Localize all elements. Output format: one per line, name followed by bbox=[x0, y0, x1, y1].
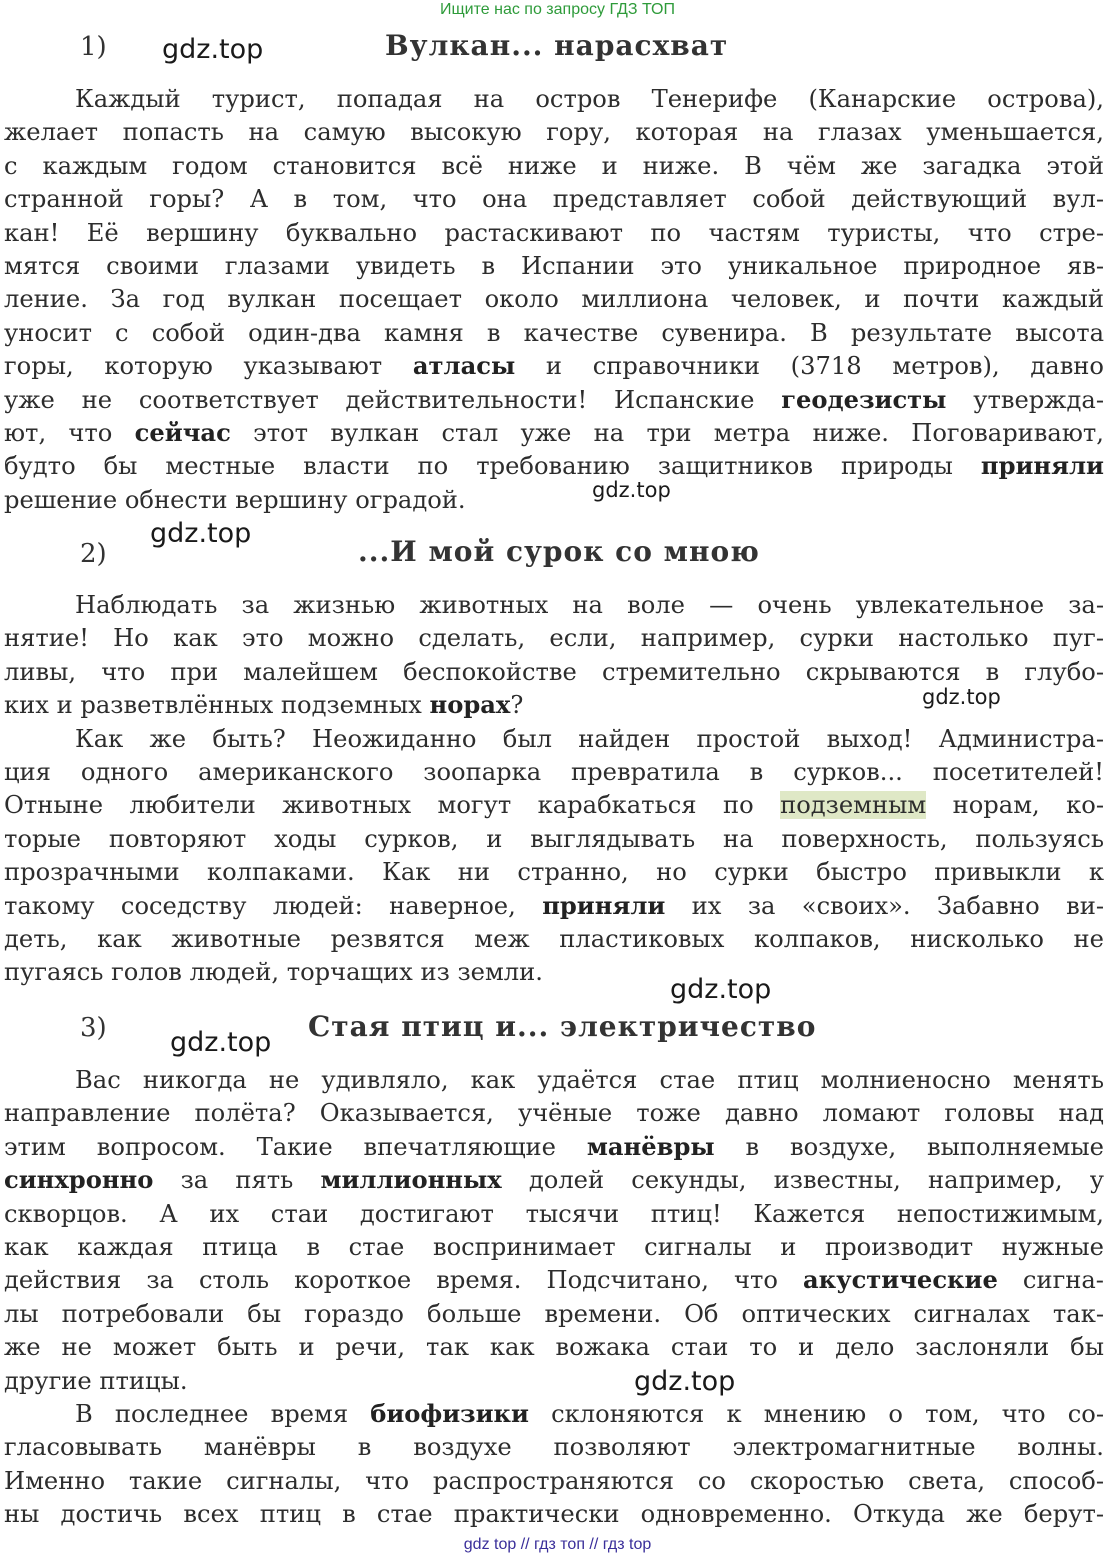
section-title: Стая птиц и... электричество bbox=[308, 1010, 817, 1043]
footer-watermark: gdz top // гдз топ // гдз top bbox=[463, 1536, 652, 1553]
watermark-text: gdz.top bbox=[170, 1027, 272, 1058]
paragraph-line: решение обнести вершину оградой. bbox=[4, 486, 466, 514]
paragraph-line: прозрачными колпаками. Как ни странно, но сурки быстро привыкли к bbox=[4, 858, 1104, 886]
bold-term: приняли bbox=[542, 891, 666, 920]
bold-term: атласы bbox=[412, 351, 516, 380]
paragraph-line: действия за столь короткое время. Подсчитано, что акустические сигна- bbox=[4, 1265, 1104, 1294]
paragraph-line: такому соседству людей: наверное, приняли их за «своих». Забавно ви- bbox=[4, 891, 1104, 920]
paragraph-line: горы, которую указывают атласы и справочники (3718 метров), давно bbox=[4, 351, 1104, 380]
paragraph-line: ких и разветвлённых подземных норах? bbox=[4, 690, 524, 719]
section-title: ...И мой сурок со мною bbox=[358, 535, 760, 568]
paragraph-line: уносит с собой один-два камня в качестве сувенира. В результате высота bbox=[4, 319, 1104, 347]
bold-term: биофизики bbox=[370, 1399, 529, 1428]
top-banner: Ищите нас по запросу ГДЗ ТОП bbox=[440, 1, 675, 18]
paragraph-line: Каждый турист, попадая на остров Тенерифе (Канарские острова), bbox=[75, 85, 1104, 113]
section-number: 2) bbox=[80, 539, 107, 569]
paragraph-line: как каждая птица в стае воспринимает сигналы и производит нужные bbox=[4, 1233, 1104, 1261]
paragraph-line: ление. За год вулкан посещает около миллиона человек, и почти каждый bbox=[4, 285, 1104, 313]
watermark-text: gdz.top bbox=[150, 518, 252, 549]
paragraph-line: этим вопросом. Такие впечатляющие манёвры в воздухе, выполняемые bbox=[4, 1132, 1104, 1161]
bold-term: сейчас bbox=[134, 418, 231, 447]
bold-term: акустические bbox=[802, 1265, 998, 1294]
paragraph-line: же не может быть и речи, так как вожака стаи то и дело заслоняли бы bbox=[4, 1333, 1104, 1361]
paragraph-line: торые повторяют ходы сурков, и выглядывать на поверхность, пользуясь bbox=[4, 825, 1104, 853]
bold-term: геодезисты bbox=[781, 385, 947, 414]
watermark-text: gdz.top bbox=[922, 685, 1001, 709]
bold-term: синхронно bbox=[4, 1165, 154, 1194]
paragraph-line: Вас никогда не удивляло, как удаётся стае птиц молниеносно менять bbox=[75, 1066, 1104, 1094]
paragraph-line: В последнее время биофизики склоняются к мнению о том, что со- bbox=[75, 1399, 1104, 1428]
paragraph-line: мятся своими глазами увидеть в Испании это уникальное природное яв- bbox=[4, 252, 1104, 280]
section-number: 1) bbox=[80, 32, 107, 62]
paragraph-line: лы потребовали бы гораздо больше времени. Об оптических сигналах так- bbox=[4, 1300, 1104, 1328]
paragraph-line: уже не соответствует действительности! Испанские геодезисты утвержда- bbox=[4, 385, 1104, 414]
paragraph-line: синхронно за пять миллионных долей секунды, известны, например, у bbox=[4, 1165, 1104, 1194]
paragraph-line: странной горы? А в том, что она представляет собой действующий вул- bbox=[4, 185, 1104, 213]
section-number: 3) bbox=[80, 1013, 107, 1043]
watermark-text: gdz.top bbox=[634, 1366, 736, 1397]
bold-term: манёвры bbox=[586, 1132, 715, 1161]
paragraph-line: Наблюдать за жизнью животных на воле — очень увлекательное за- bbox=[75, 591, 1104, 619]
bold-term: приняли bbox=[980, 451, 1104, 480]
paragraph-line: Как же быть? Неожиданно был найден простой выход! Администра- bbox=[75, 725, 1104, 753]
paragraph-line: ливы, что при малейшем беспокойстве стремительно скрываются в глубо- bbox=[4, 658, 1104, 686]
paragraph-line: другие птицы. bbox=[4, 1367, 188, 1395]
paragraph-line: будто бы местные власти по требованию защитников природы приняли bbox=[4, 451, 1104, 480]
paragraph-line: Отныне любители животных могут карабкаться по подземным норам, ко- bbox=[4, 791, 1104, 819]
paragraph-line: ют, что сейчас этот вулкан стал уже на три метра ниже. Поговаривают, bbox=[4, 418, 1104, 447]
paragraph-line: желает попасть на самую высокую гору, которая на глазах уменьшается, bbox=[4, 118, 1104, 146]
paragraph-line: с каждым годом становится всё ниже и ниже. В чём же загадка этой bbox=[4, 152, 1104, 180]
paragraph-line: пугаясь голов людей, торчащих из земли. bbox=[4, 958, 543, 986]
section-title: Вулкан... нарасхват bbox=[385, 29, 729, 62]
watermark-text: gdz.top bbox=[162, 34, 264, 65]
paragraph-line: скворцов. А их стаи достигают тысячи птиц! Кажется непостижимым, bbox=[4, 1200, 1104, 1228]
watermark-text: gdz.top bbox=[670, 974, 772, 1005]
paragraph-line: направление полёта? Оказывается, учёные тоже давно ломают головы над bbox=[4, 1099, 1104, 1127]
paragraph-line: ция одного американского зоопарка превратила в сурков... посетителей! bbox=[4, 758, 1104, 786]
bold-term: норах bbox=[429, 690, 511, 719]
paragraph-line: кан! Её вершину буквально растаскивают по частям туристы, что стре- bbox=[4, 219, 1104, 247]
watermark-text: gdz.top bbox=[592, 478, 671, 502]
bold-term: миллионных bbox=[320, 1165, 502, 1194]
paragraph-line: гласовывать манёвры в воздухе позволяют электромагнитные волны. bbox=[4, 1433, 1104, 1461]
highlighted-word: подземным bbox=[780, 791, 927, 819]
paragraph-line: Именно такие сигналы, что распространяются со скоростью света, способ- bbox=[4, 1467, 1104, 1495]
paragraph-line: ны достичь всех птиц в стае практически одновременно. Откуда же берут- bbox=[4, 1500, 1104, 1528]
paragraph-line: деть, как животные резвятся меж пластиковых колпаков, нисколько не bbox=[4, 925, 1104, 953]
paragraph-line: нятие! Но как это можно сделать, если, например, сурки настолько пуг- bbox=[4, 624, 1104, 652]
